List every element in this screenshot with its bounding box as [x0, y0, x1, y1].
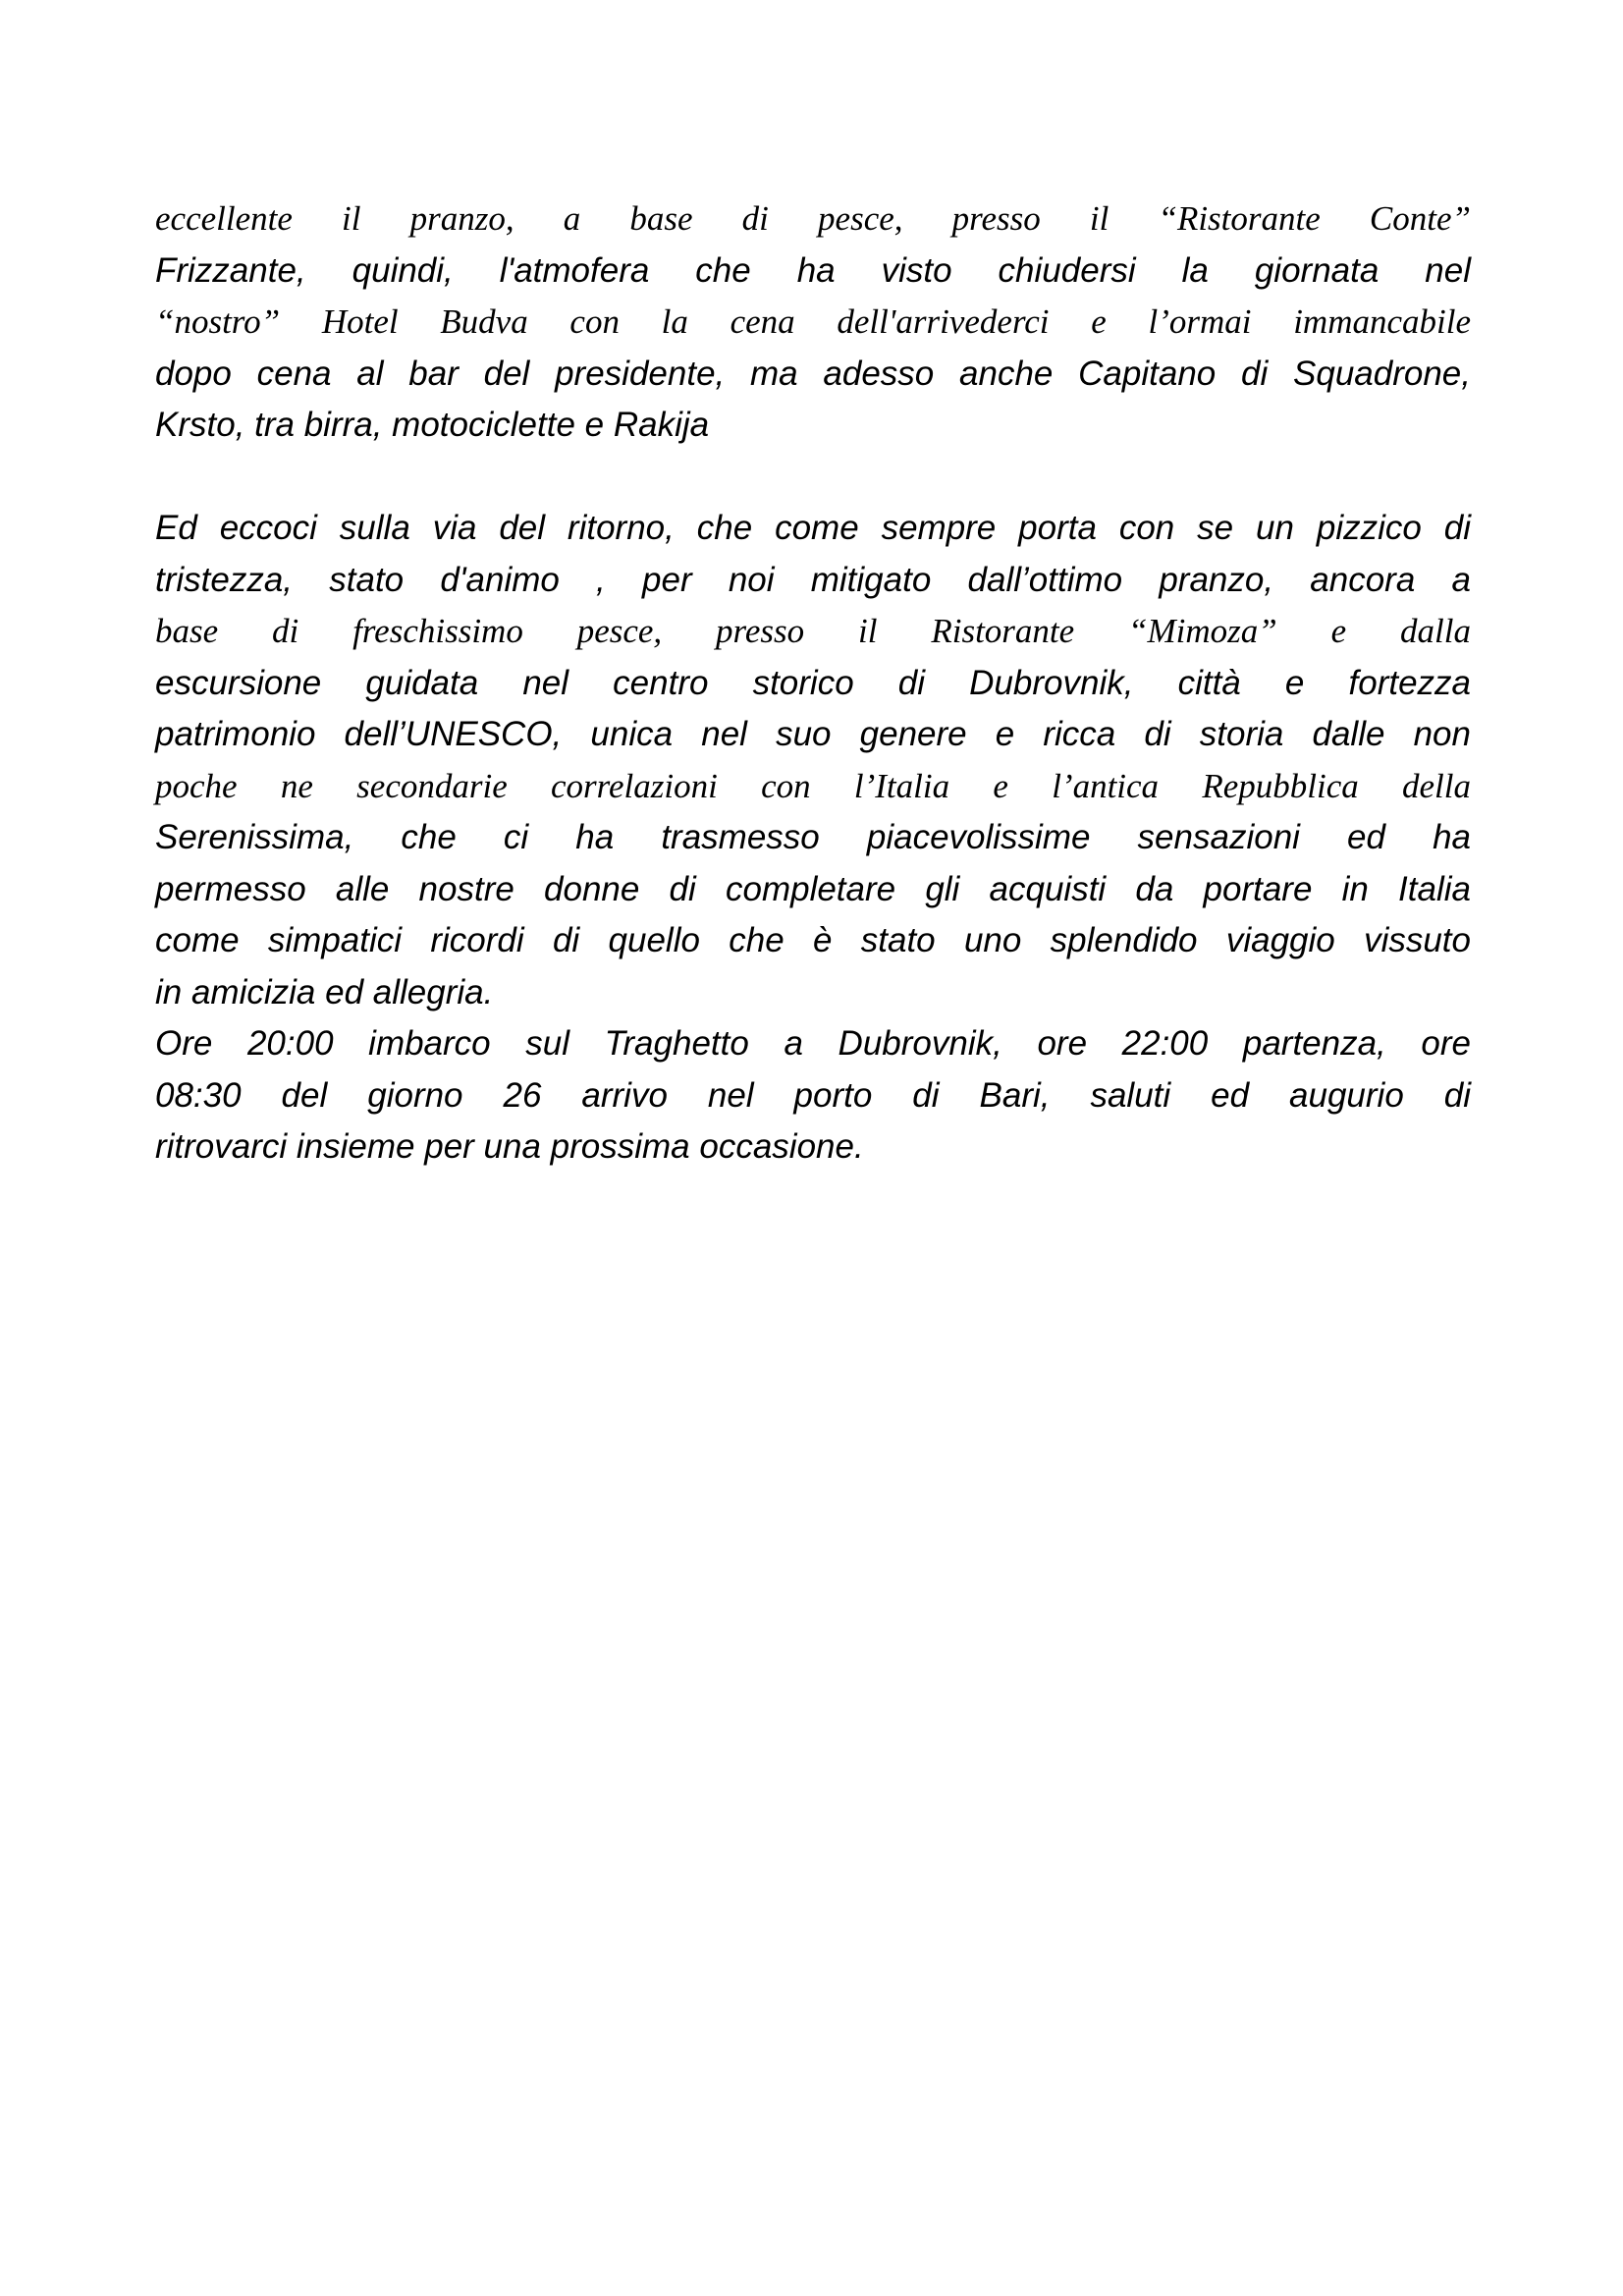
text-line: Ed eccoci sulla via del ritorno, che come sempre porta con se un pizzico di: [155, 509, 1471, 547]
text-line: patrimonio dell’UNESCO, unica nel suo genere e ricca di storia dalle non: [155, 715, 1471, 753]
text-line: poche ne secondarie correlazioni con l’Italia e l’antica Repubblica della: [155, 766, 1471, 805]
text-line: Serenissima, che ci ha trasmesso piacevolissime sensazioni ed ha: [155, 818, 1471, 856]
paragraph-hotel-budva: [155, 193, 1471, 452]
text-line: 08:30 del giorno 26 arrivo nel porto di Bari, saluti ed augurio di: [155, 1075, 1471, 1115]
text-line: escursione guidata nel centro storico di Dubrovnik, città e fortezza: [155, 663, 1471, 702]
paragraph-return-trip: [155, 503, 1471, 1174]
document-body: [155, 193, 1471, 1174]
text-line: Ore 20:00 imbarco sul Traghetto a Dubrovnik, ore 22:00 partenza, ore: [155, 1024, 1471, 1063]
text-line: in amicizia ed allegria.: [155, 972, 494, 1011]
text-line: dopo cena al bar del presidente, ma adesso anche Capitano di Squadrone,: [155, 354, 1471, 393]
text-line: base di freschissimo pesce, presso il Ristorante “Mimoza” e dalla: [155, 612, 1471, 650]
text-line: eccellente il pranzo, a base di pesce, presso il “Ristorante Conte”: [155, 199, 1471, 238]
text-line: ritrovarci insieme per una prossima occasione.: [155, 1127, 864, 1166]
text-line: tristezza, stato d'animo , per noi mitigato dall’ottimo pranzo, ancora a: [155, 560, 1471, 599]
text-line: Krsto, tra birra, motociclette e Rakija: [155, 406, 710, 444]
text-line: Frizzante, quindi, l'atmofera che ha visto chiudersi la giornata nel: [155, 250, 1471, 290]
paragraph-spacer: [155, 452, 1471, 504]
text-line: “nostro” Hotel Budva con la cena dell'arrivederci e l’ormai immancabile: [155, 302, 1471, 341]
text-line: come simpatici ricordi di quello che è stato uno splendido viaggio vissuto: [155, 921, 1471, 959]
text-line: permesso alle nostre donne di completare gli acquisti da portare in Italia: [155, 869, 1471, 908]
